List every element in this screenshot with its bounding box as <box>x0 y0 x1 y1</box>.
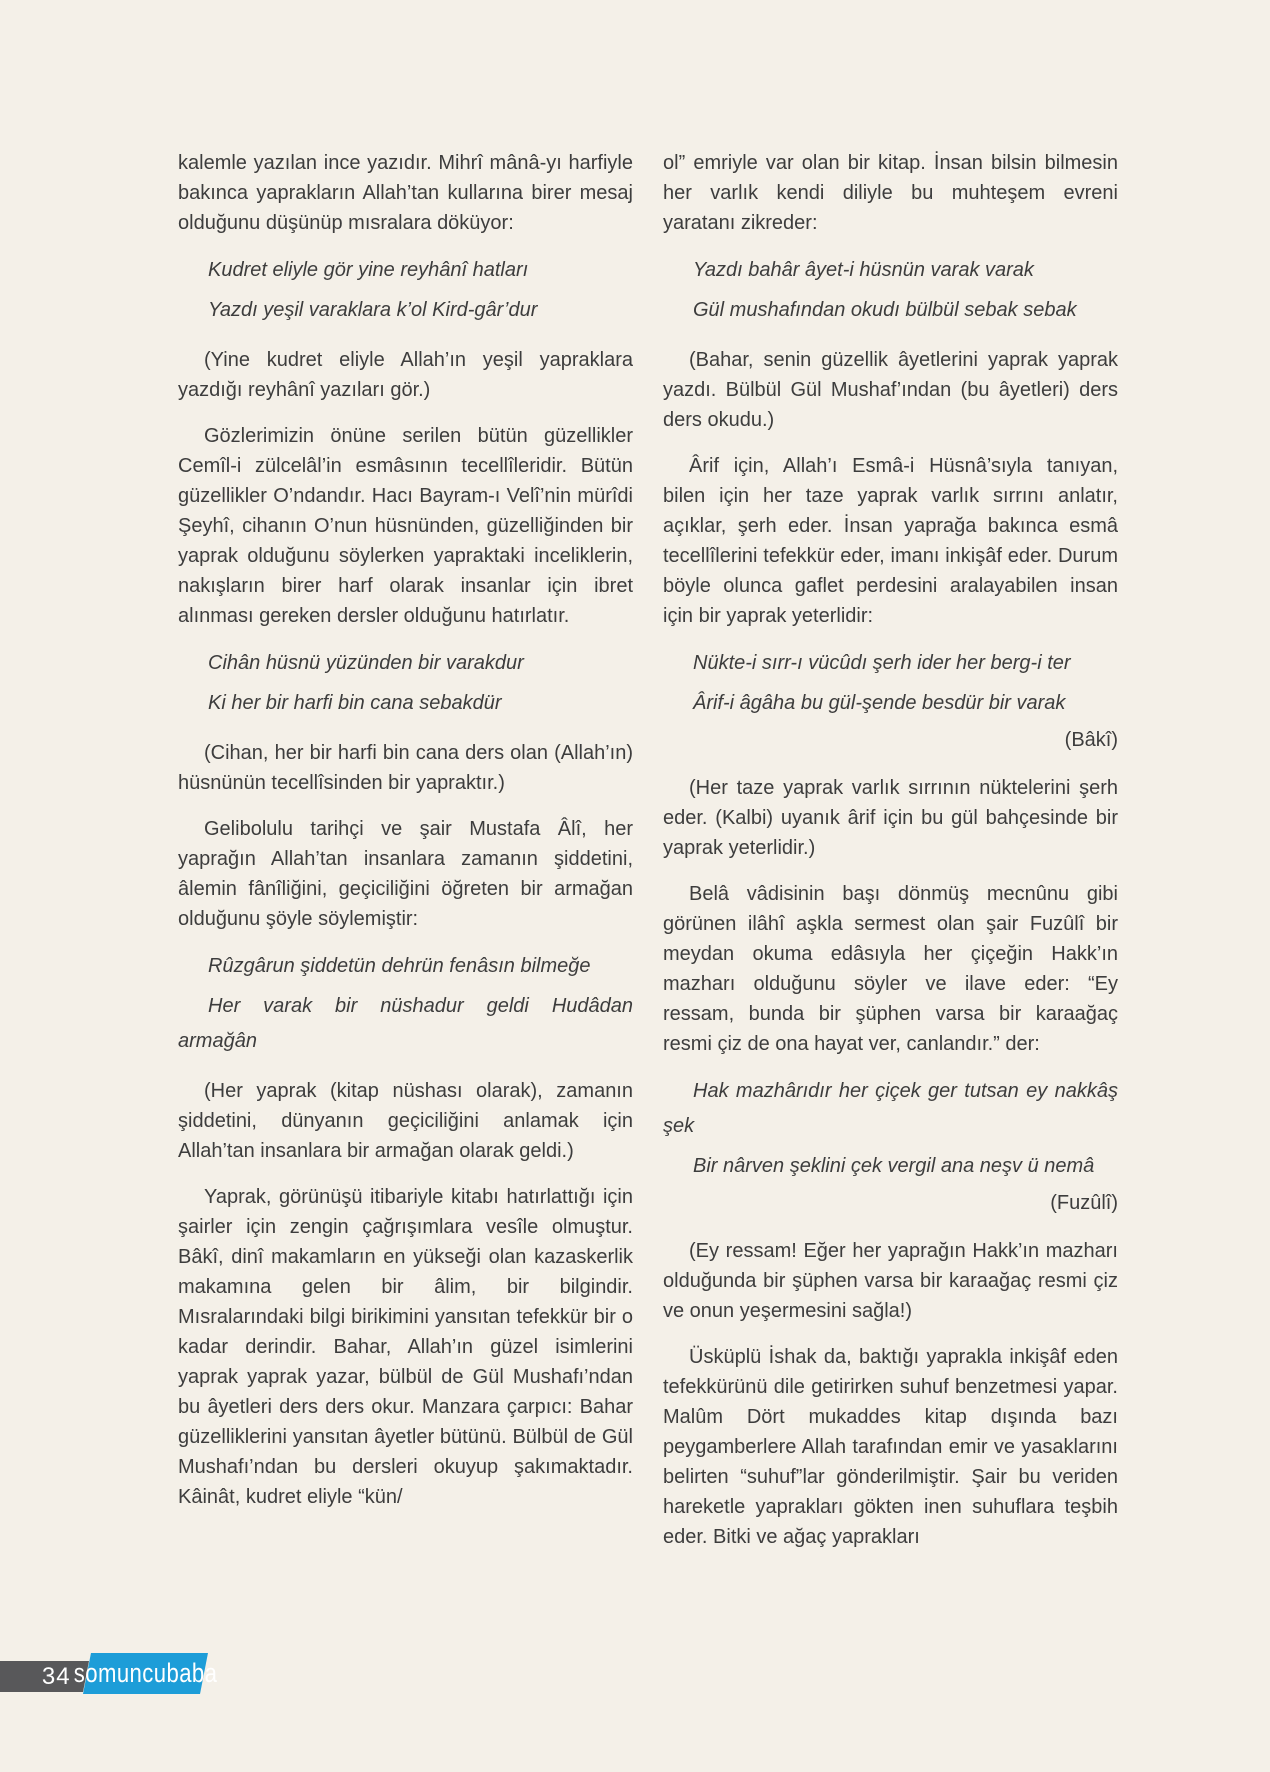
poem-line: Kudret eliyle gör yine reyhânî hatları <box>208 259 529 281</box>
article-body <box>178 148 1118 1568</box>
paragraph: (Ey ressam! Eğer her yaprağın Hakk’ın mazharı olduğunda bir şüphen varsa bir karaağaç resmi çiz ve onun yeşermesini sağla!) <box>663 1240 1118 1322</box>
paragraph: Ârif için, Allah’ı Esmâ-i Hüsnâ’sıyla tanıyan, bilen için her taze yaprak varlık sırrını anlatır, açıklar, şerh eder. İnsan yaprağa bakınca esmâ tecellîlerini tefekkür eder, imanı inkişâf eder. Durum böyle olunca gaflet perdesini aralayabilen insan için bir yaprak yeterlidir: <box>663 455 1118 627</box>
poem-line: Ârif-i âgâha bu gül-şende besdür bir varak <box>693 692 1066 714</box>
paragraph: Gelibolulu tarihçi ve şair Mustafa Âlî, her yaprağın Allah’tan insanlara zamanın şiddetini, âlemin fânîliğini, geçiciliğini öğreten bir armağan olduğunu şöyle söylemiştir: <box>178 818 633 930</box>
paragraph: Yaprak, görünüşü itibariyle kitabı hatırlattığı için şairler için zengin çağrışımlara vesîle olmuştur. Bâkî, dinî makamların en yükseği olan kazaskerlik makamına gelen bir âlim, bir bilgindir. Mısralarındaki bilgi birikimini yansıtan tefekkür bir o kadar derindir. Bahar, Allah’ın güzel isimlerini yaprak yaprak yazar, bülbül de Gül Mushafı’ndan bu âyetleri ders ders okur. Manzara çarpıcı: Bahar güzelliklerini yansıtan âyetler bütünü. Bülbül de Gül Mushafı’ndan bu dersleri okuyup şakımaktadır. Kâinât, kudret eliyle “kün/ <box>178 1186 633 1508</box>
poem-line: Gül mushafından okudı bülbül sebak sebak <box>693 299 1077 321</box>
poem-line-continuation: armağân <box>178 1030 257 1052</box>
poem-line: Rûzgârun şiddetün dehrün fenâsın bilmeğe <box>208 955 591 977</box>
poem-line: Cihân hüsnü yüzünden bir varakdur <box>208 652 524 674</box>
poem-line: Ki her bir harfi bin cana sebakdür <box>208 692 502 714</box>
paragraph: (Yine kudret eliyle Allah’ın yeşil yapraklara yazdığı reyhânî yazıları gör.) <box>178 349 633 401</box>
poem-line: Yazdı yeşil varaklara k’ol Kird-gâr’dur <box>208 299 538 321</box>
paragraph: kalemle yazılan ince yazıdır. Mihrî mânâ-yı harfiyle bakınca yaprakların Allah’tan kullarına birer mesaj olduğunu düşünüp mısralara döküyor: <box>178 152 633 234</box>
poem-attribution: (Bâkî) <box>1064 729 1118 751</box>
column-right <box>663 148 1118 1568</box>
paragraph: ol” emriyle var olan bir kitap. İnsan bilsin bilmesin her varlık kendi diliyle bu muhteşem evreni yaratanı zikreder: <box>663 152 1118 234</box>
poem-line: Yazdı bahâr âyet-i hüsnün varak varak <box>693 259 1034 281</box>
paragraph: (Her yaprak (kitap nüshası olarak), zamanın şiddetini, dünyanın geçiciliğini anlamak için Allah’tan insanlara bir armağan olarak geldi.) <box>178 1080 633 1162</box>
poem-line: Nükte-i sırr-ı vücûdı şerh ider her berg-i ter <box>693 652 1071 674</box>
poem-line-continuation: şek <box>663 1115 695 1137</box>
poem-line: Her varak bir nüshadur geldi Hudâdan <box>208 995 633 1017</box>
paragraph: Gözlerimizin önüne serilen bütün güzellikler Cemîl-i zülcelâl’in esmâsının tecellîleridir. Bütün güzellikler O’ndandır. Hacı Bayram-ı Velî’nin mürîdi Şeyhî, cihanın O’nun hüsnünden, güzelliğinden bir yaprak olduğunu söylerken yapraktaki inceliklerin, nakışların birer harf olarak insanlar için ibret alınması gereken dersler olduğunu hatırlatır. <box>178 425 633 627</box>
paragraph: (Cihan, her bir harfi bin cana ders olan (Allah’ın) hüsnünün tecellîsinden bir yapraktır.) <box>178 742 633 794</box>
poem-line: Hak mazhârıdır her çiçek ger tutsan ey nakkâş <box>693 1080 1118 1102</box>
poem-line: Bir nârven şeklini çek vergil ana neşv ü nemâ <box>693 1155 1095 1177</box>
paragraph: Üsküplü İshak da, baktığı yaprakla inkişâf eden tefekkürünü dile getirirken suhuf benzetmesi yapar. Malûm Dört mukaddes kitap dışında bazı peygamberlere Allah tarafından emir ve yasaklarını belirten “suhuf”lar gönderilmiştir. Şair bu veriden hareketle yaprakları gökten inen suhuflara teşbih eder. Bitki ve ağaç yaprakları <box>663 1346 1118 1548</box>
paragraph: (Bahar, senin güzellik âyetlerini yaprak yaprak yazdı. Bülbül Gül Mushaf’ından (bu âyetleri) ders ders okudu.) <box>663 349 1118 431</box>
poem-attribution: (Fuzûlî) <box>1050 1192 1118 1214</box>
paragraph: (Her taze yaprak varlık sırrının nüktelerini şerh eder. (Kalbi) uyanık ârif için bu gül bahçesinde bir yaprak yeterlidir.) <box>663 777 1118 859</box>
paragraph: Belâ vâdisinin başı dönmüş mecnûnu gibi görünen ilâhî aşkla sermest olan şair Fuzûlî bir meydan okuma edâsıyla her çiçeğin Hakk’ın mazharı olduğunu söyler ve ilave eder: “Ey ressam, bunda bir şüphen varsa bir karaağaç resmi çiz de ona hayat ver, canlandır.” der: <box>663 883 1118 1055</box>
brand-logo-text: somuncubaba <box>73 1658 218 1688</box>
page-number: 34 <box>42 1662 71 1690</box>
column-left <box>178 148 633 1568</box>
brand-logo <box>73 1653 218 1694</box>
